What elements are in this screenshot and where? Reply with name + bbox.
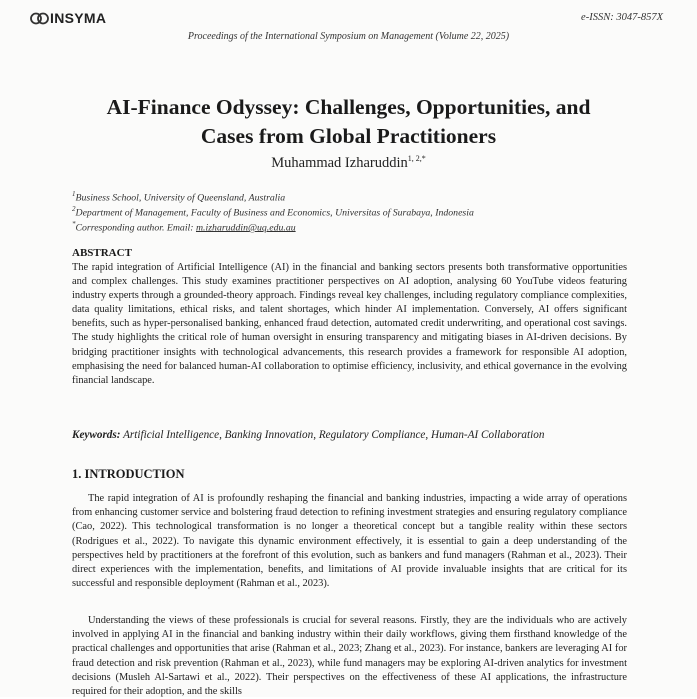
title-line-1: AI-Finance Odyssey: Challenges, Opportunities, and [106, 95, 591, 119]
abstract-body: The rapid integration of Artificial Intelligence (AI) in the financial and banking sectors presents both transformative opportunities and complex challenges. This study examines practitioner perspectives on AI adoption, analysing 60 YouTube videos featuring industry experts through a grounded-theory approach. Findings reveal key challenges, including regulatory compliance complexities, data quality limitations, ethical risks, and talent shortages, which hinder AI implementation. Conversely, AI offers significant benefits, such as hyper-personalised banking, enhanced fraud detection, automated credit underwriting, and operational cost savings. The study highlights the critical role of human oversight in ensuring transparency and mitigating biases in AI-driven decisions. By bridging practitioner insights with technological advancements, this research provides a framework for responsible AI adoption, emphasising the need for balanced human-AI collaboration to optimise efficiency, inclusivity, and ethical governance in the evolving financial landscape. [72, 262, 627, 386]
abstract-heading: ABSTRACT [72, 247, 132, 259]
keywords-line [72, 429, 544, 441]
email-link[interactable]: m.izharuddin@uq.edu.au [195, 222, 296, 234]
issn: e-ISSN: 3047-857X [581, 12, 663, 23]
intro-paragraph-1: The rapid integration of AI is profoundly reshaping the financial and banking industries, impacting a wide array of operations from enhancing customer service and bolstering fraud detection to refining investment strategies and ensuring regulatory compliance (Cao, 2022). This technological transformation is no longer a theoretical concept but a tangible reality within these sectors (Rodrigues et al., 2022). To navigate this dynamic environment effectively, it is essential to gain a deep understanding of the perspectives held by practitioners at the forefront of this evolution, such as bankers and fund managers (Rahman et al., 2023). Their direct experiences with the implementation, benefits, and limitations of AI provide invaluable insights that are critical for its successful and responsible deployment (Rahman et al., 2023). [72, 493, 627, 590]
insyma-logo-icon [30, 12, 50, 25]
intro-paragraph-2: Understanding the views of these professionals is crucial for several reasons. Firstly, they are the individuals who are actively involved in applying AI in the financial and banking industry within their daily workflows, giving them firsthand knowledge of the practical challenges and opportunities that arise (Rahman et al., 2023; Zhang et al., 2023). For instance, bankers are leveraging AI for fraud detection and risk prevention (Rahman et al., 2023), while fund managers may be exploring AI-driven analytics for investment decisions (Musleh Al-Sartawi et al., 2022). Their perspectives on the effectiveness of these AI applications, the infrastructure required for their adoption, and the skills [72, 615, 627, 698]
keywords-label: Keywords: [72, 429, 121, 441]
author-line [0, 154, 697, 172]
keywords-text: Artificial Intelligence, Banking Innovation, Regulatory Compliance, Human-AI Collaboration [123, 429, 545, 441]
affiliation-mark: 1 [72, 190, 76, 198]
title-line-2: Cases from Global Practitioners [200, 124, 497, 148]
author-marks: 1, 2,* [407, 154, 426, 163]
proceedings-line: Proceedings of the International Symposium on Management (Volume 22, 2025) [187, 31, 510, 42]
affiliation-2 [72, 205, 474, 218]
logo-text: INSYMA [50, 10, 107, 26]
affiliation-text: Department of Management, Faculty of Business and Economics, Universitas of Surabaya, Indonesia [75, 207, 474, 219]
affiliation-1 [72, 190, 285, 203]
affiliation-text: Business School, University of Queensland, Australia [75, 192, 286, 204]
affiliation-mark: * [72, 220, 76, 228]
affiliation-text: Corresponding author. Email: [75, 222, 196, 234]
affiliation-corresponding [72, 220, 296, 233]
journal-logo [30, 10, 106, 26]
section-heading: 1. INTRODUCTION [72, 467, 185, 481]
paper-title [40, 93, 657, 151]
author-name: Muhammad Izharuddin [271, 154, 408, 171]
affiliation-mark: 2 [72, 205, 76, 213]
